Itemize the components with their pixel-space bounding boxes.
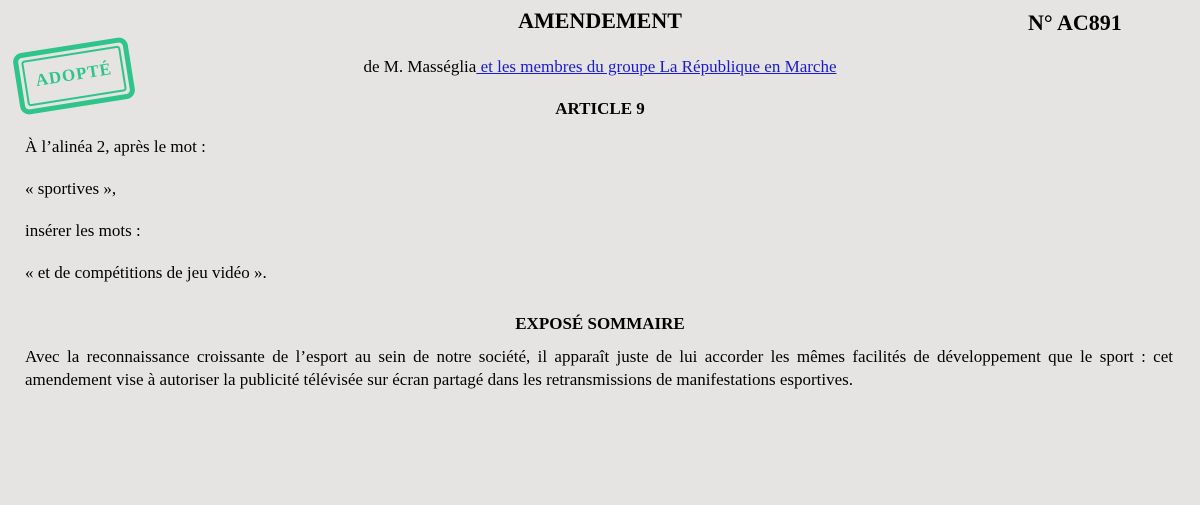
expose-body: Avec la reconnaissance croissante de l’esport au sein de notre société, il apparaît juste de lui accorder les mêmes facilités de développement que le sport : cet amendement vise à autoriser la publicité télévisée sur écran partagé dans les retransmissions de manifestations esportives. — [25, 347, 1173, 389]
authors-line — [0, 57, 1200, 77]
text-line: « sportives », — [25, 179, 117, 198]
expose-heading: EXPOSÉ SOMMAIRE — [515, 314, 685, 333]
text-line: À l’alinéa 2, après le mot : — [25, 137, 206, 156]
text-line: « et de compétitions de jeu vidéo ». — [25, 263, 267, 282]
article-heading: ARTICLE 9 — [555, 99, 645, 118]
amendment-title: AMENDEMENT — [518, 8, 682, 33]
text-line: insérer les mots : — [25, 221, 141, 240]
group-link[interactable]: et les membres du groupe La République en Marche — [476, 57, 837, 76]
amendment-text — [25, 136, 1175, 304]
stamp-label: ADOPTÉ — [34, 59, 114, 90]
author-name: de M. Masséglia — [363, 57, 477, 76]
amendment-number: N° AC891 — [1028, 10, 1122, 35]
